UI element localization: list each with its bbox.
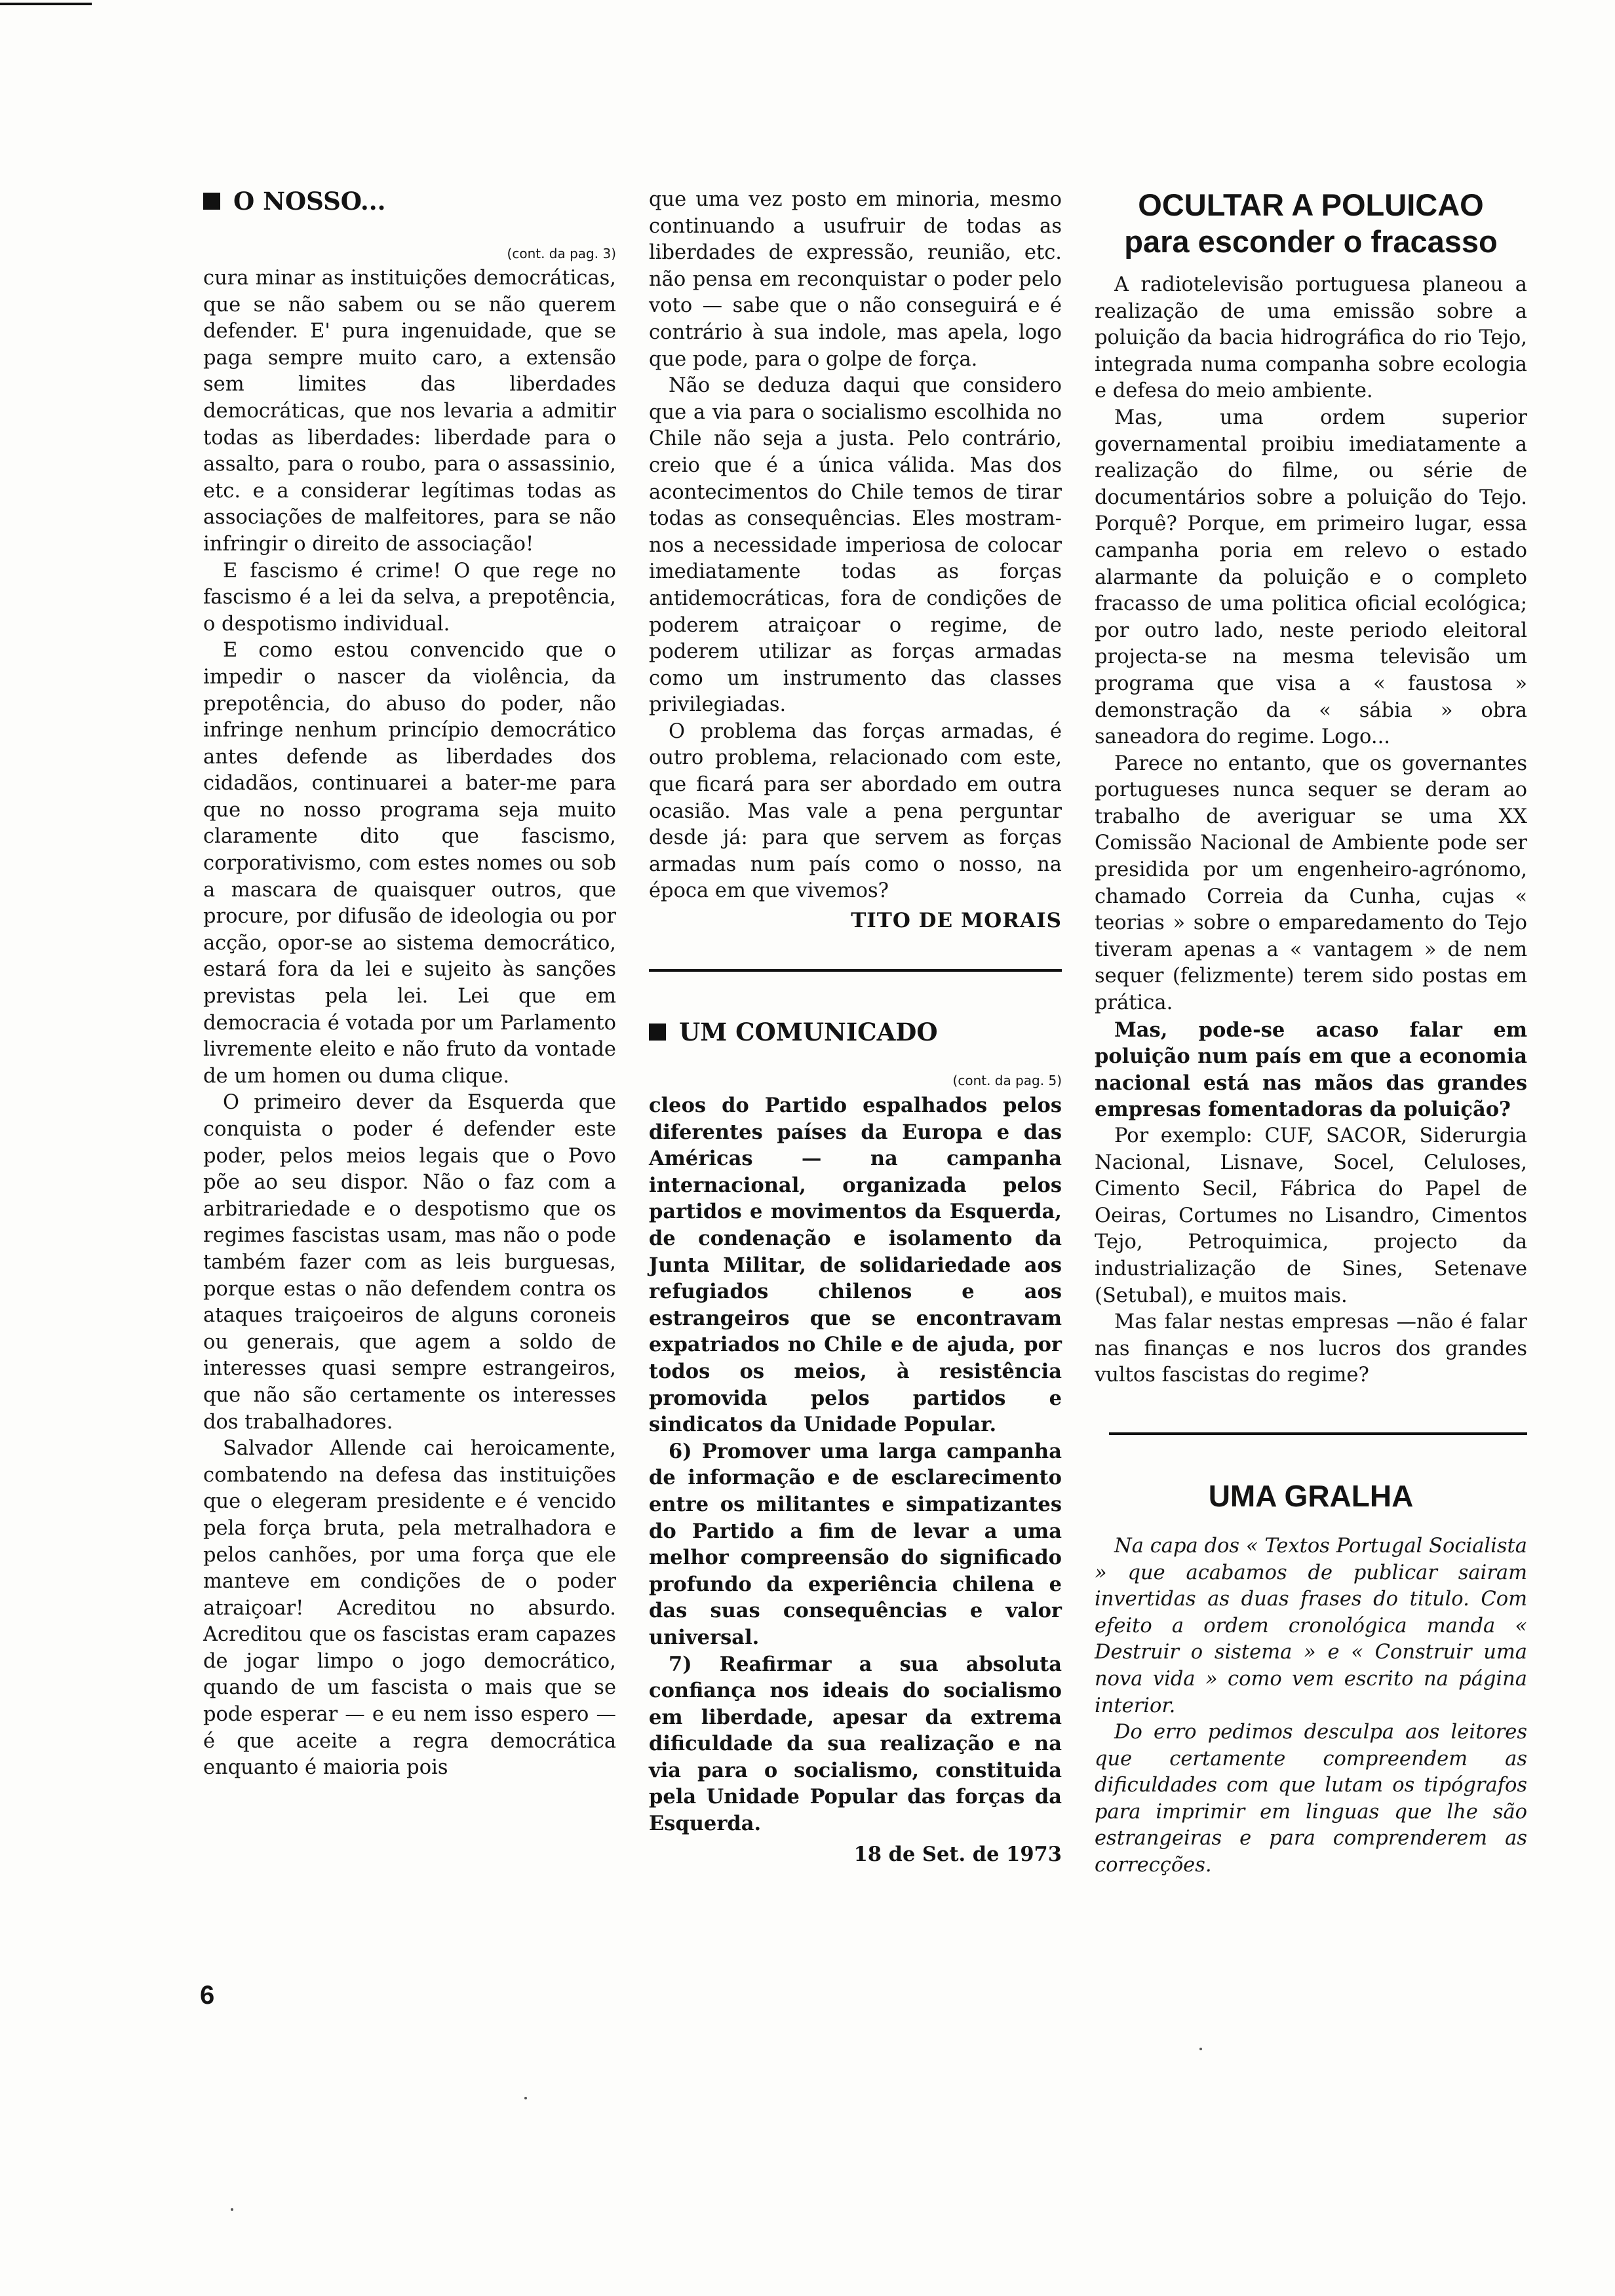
paragraph: cura minar as instituições democráticas, que se não sabem ou se não querem defender. E' pura ingenuidade, que se paga sempre muito caro, a extensão sem limites das liberdades democráticas, que nos levaria a admitir todas as liberdades: liberdade para o assalto, para o roubo, para o assassinio, etc. e a considerar legítimas todas as associações de malfeitores, para se não infringir o direito de associação! bbox=[203, 267, 616, 556]
square-bullet-icon bbox=[649, 1024, 666, 1041]
section-title: O NOSSO... bbox=[233, 187, 386, 216]
article-headline: UMA GRALHA bbox=[1208, 1478, 1414, 1513]
paragraph: Na capa dos « Textos Portugal Socialista » que acabamos de publicar sairam invertidas as duas frases do titulo. Com efeito a ordem cronológica manda « Destruir o sistema » e « Construir uma nova vida » como vem escrito na página interior. bbox=[1095, 1534, 1527, 1717]
author-signature: TITO DE MORAIS bbox=[851, 909, 1062, 933]
paragraph: cleos do Partido espalhados pelos diferentes países da Europa e das Américas — na campanha internacional, organizada pelos partidos e movimentos da Esquerda, de condenação e isolamento da Junta Militar, de solidariedade aos refugiados chilenos e aos estrangeiros que se encontravam expatriados no Chile e de ajuda, por todos os meios, à resistência promovida pelos partidos e sindicatos da Unidade Popular. bbox=[649, 1094, 1062, 1437]
print-speck bbox=[231, 2208, 233, 2211]
paragraph: Mas, pode-se acaso falar em poluição num país em que a economia nacional está nas mãos das grandes empresas fomentadoras da poluição? bbox=[1095, 1018, 1527, 1122]
section-heading-o-nosso bbox=[203, 187, 616, 216]
paragraph: Salvador Allende cai heroicamente, combatendo na defesa das instituições que o elegeram presidente e é vencido pela força bruta, pela metralhadora e pelos canhões, por uma força que ele manteve em condições de o poder atraiçoar! Acreditou no absurdo. Acreditou que os fascistas eram capazes de jogar limpo o jogo democrático, quando de um fascista o mais que se pode esperar — e eu nem isso espero — é que aceite a regra democrática enquanto é maioria pois bbox=[203, 1437, 616, 1780]
paragraph: Não se deduza daqui que considero que a via para o socialismo escolhida no Chile não seja a justa. Pelo contrário, creio que é a única válida. Mas dos acontecimentos do Chile temos de tirar todas as consequências. Eles mostram-nos a necessidade imperiosa de colocar imediatamente todas as forças antidemocráticas, fora de condições de poderem atraiçoar o regime, de poderem utilizar as forças armadas como um instrumento das classes privilegiadas. bbox=[649, 374, 1062, 717]
paragraph: E fascismo é crime! O que rege no fascismo é a lei da selva, a prepotência, o despotismo individual. bbox=[203, 559, 616, 636]
paragraph: Parece no entanto, que os governantes portugueses nunca sequer se deram ao trabalho de averiguar se uma XX Comissão Nacional de Ambiente pode ser presidida por um engenheiro-agrónomo, chamado Correia da Cunha, cujas « teorias » sobre o emparedamento do Tejo tiveram apenas a « vantagem » de nem sequer (felizmente) terem sido postas em prática. bbox=[1095, 752, 1527, 1015]
column-1 bbox=[203, 187, 616, 1782]
section-title: UM COMUNICADO bbox=[679, 1018, 938, 1047]
print-speck bbox=[1199, 2048, 1202, 2050]
paragraph: Do erro pedimos desculpa aos leitores que certamente compreendem as dificuldades com que lutam os tipógrafos para imprimir em linguas que lhe são estrangeiras e para comprenderem as correcções. bbox=[1095, 1721, 1527, 1877]
paragraph: 6) Promover uma larga campanha de informação e de esclarecimento entre os militantes e simpatizantes do Partido a fim de levar a uma melhor compreensão do significado profundo da experiência chilena e das suas consequências e valor universal. bbox=[649, 1439, 1062, 1649]
section-divider bbox=[649, 969, 1062, 972]
print-speck bbox=[524, 2097, 527, 2099]
paragraph: Mas falar nestas empresas —não é falar nas finanças e nos lucros dos grandes vultos fascistas do regime? bbox=[1095, 1311, 1527, 1387]
paragraph: que uma vez posto em minoria, mesmo continuando a usufruir de todas as liberdades de expressão, reunião, etc. não pensa em reconquistar o poder pelo voto — sabe que o não conseguirá e é contrário à sua indole, mas apela, logo que pode, para o golpe de força. bbox=[649, 188, 1062, 371]
paragraph: 7) Reafirmar a sua absoluta confiança nos ideais do socialismo em liberdade, apesar da extrema dificuldade da sua realização e na via para o socialismo, constituida pela Unidade Popular das forças da Esquerda. bbox=[649, 1652, 1062, 1836]
top-edge-mark bbox=[0, 3, 92, 5]
article-headline: OCULTAR A POLUICAO bbox=[1138, 187, 1484, 222]
paragraph: O primeiro dever da Esquerda que conquista o poder é defender este poder, pelos meios legais que o Povo põe ao seu dispor. Não o faz com a arbitrariedade e o despotismo que os regimes fascistas usam, mas não o pode também fazer com as leis burguesas, porque estas o não defendem contra os ataques traiçoeiros de alguns coroneis ou generais, que agem a soldo de interesses quasi sempre estrangeiros, que não são certamente os interesses dos trabalhadores. bbox=[203, 1091, 616, 1434]
column-2 bbox=[649, 187, 1062, 1866]
paragraph: E como estou convencido que o impedir o nascer da violência, da prepotência, do abuso do poder, não infringe nenhum princípio democrático antes defende as liberdades dos cidadãos, continuarei a bater-me para que no nosso programa seja muito claramente dito que fascismo, corporativismo, com estes nomes ou sob a mascara de quaisquer outros, que procure, por difusão de ideologia ou por acção, opor-se ao sistema democrático, estará fora da lei e sujeito às sanções previstas pela lei. Lei que em democracia é votada por um Parlamento livremente eleito e não fruto da vontade de um homen ou duma clique. bbox=[203, 639, 616, 1088]
paragraph: A radiotelevisão portuguesa planeou a realização de uma emissão sobre a poluição da bacia hidrográfica do rio Tejo, integrada numa companha sobre ecologia e defesa do meio ambiente. bbox=[1095, 273, 1527, 403]
paragraph: Mas, uma ordem superior governamental proibiu imediatamente a realização do filme, ou série de documentários sobre a poluição do Tejo. Porquê? Porque, em primeiro lugar, essa campanha poria em relevo o estado alarmante da poluição e o completo fracasso de uma politica oficial ecológica; por outro lado, neste periodo eleitoral projecta-se na mesma televisão um programa que visa a « faustosa » demonstração da « sábia » obra saneadora do regime. Logo... bbox=[1095, 406, 1527, 749]
page-number: 6 bbox=[200, 1981, 215, 2010]
paragraph: O problema das forças armadas, é outro problema, relacionado com este, que ficará para ser abordado em outra ocasião. Mas vale a pena perguntar desde já: para que servem as forças armadas num país como o nosso, na época em que vivemos? bbox=[649, 719, 1062, 903]
paragraph: Por exemplo: CUF, SACOR, Siderurgia Nacional, Lisnave, Socel, Celuloses, Cimento Secil, Fábrica do Papel de Oeiras, Cortumes no Lisandro, Cimentos Tejo, Petroquimica, projecto da industrialização de Sines, Setenave (Setubal), e muitos mais. bbox=[1095, 1124, 1527, 1307]
section-divider bbox=[1109, 1432, 1527, 1435]
continuation-note: (cont. da pag. 5) bbox=[952, 1073, 1062, 1089]
dateline: 18 de Set. de 1973 bbox=[853, 1842, 1062, 1866]
section-heading-comunicado bbox=[649, 1018, 1062, 1046]
square-bullet-icon bbox=[203, 193, 220, 210]
article-subheadline: para esconder o fracasso bbox=[1124, 224, 1498, 259]
continuation-note: (cont. da pag. 3) bbox=[507, 246, 616, 261]
column-3 bbox=[1095, 187, 1527, 1879]
